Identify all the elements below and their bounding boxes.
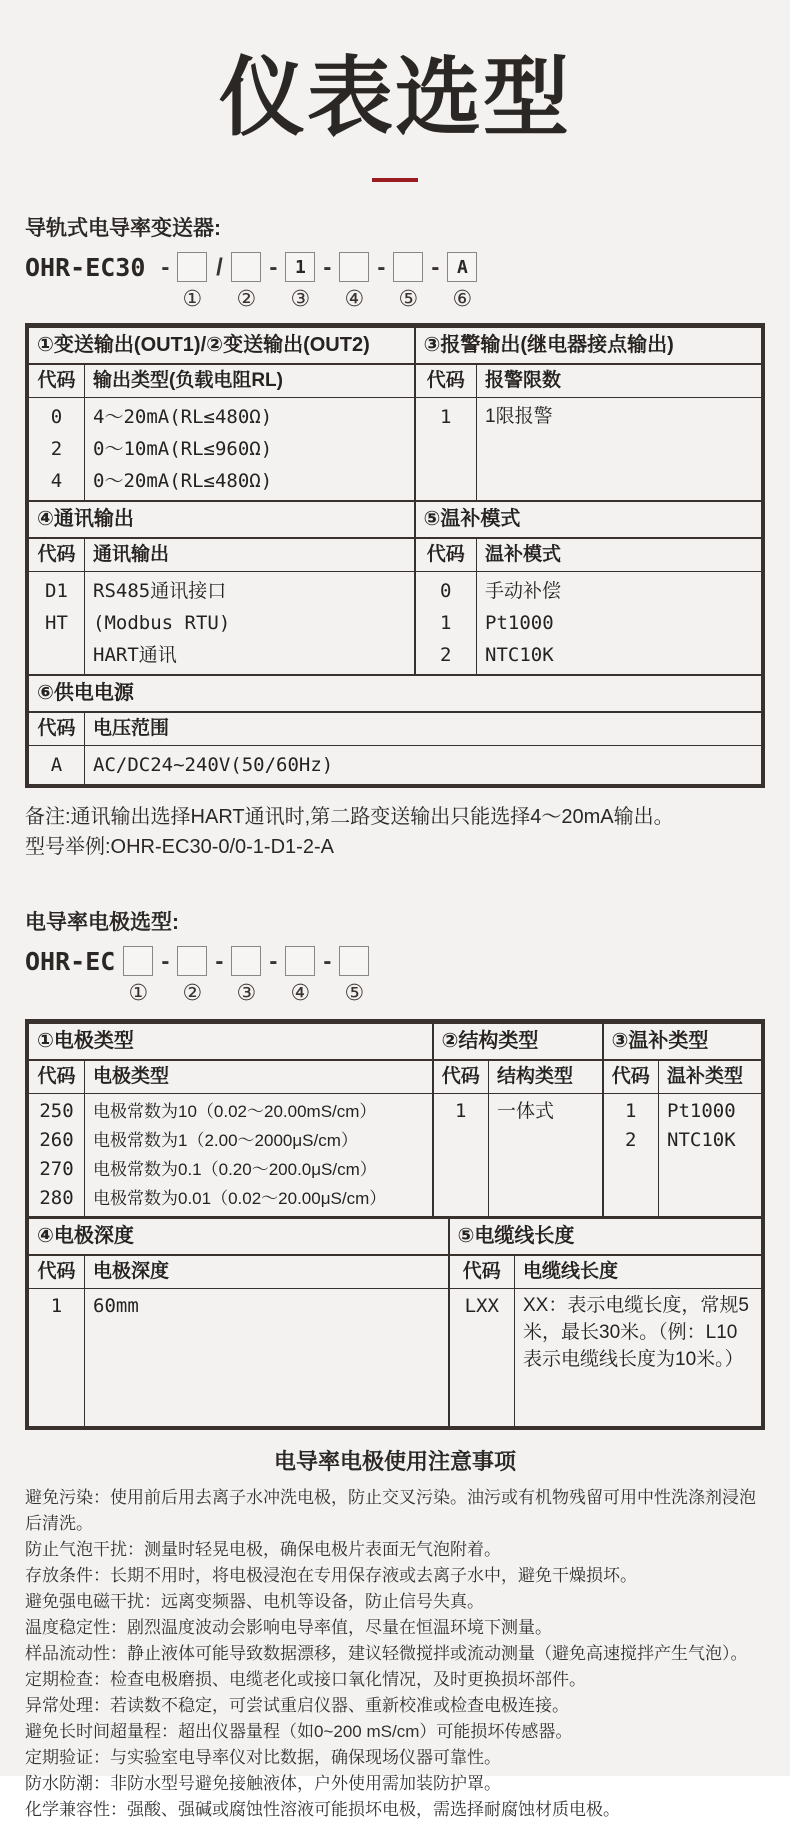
col-header: 温补模式 <box>477 538 762 572</box>
code-cell <box>415 572 477 676</box>
section-row-comm-temp <box>29 501 762 538</box>
transmitter-selection-table <box>25 323 765 788</box>
code-value: HT <box>45 612 68 634</box>
desc-cell <box>85 572 415 676</box>
code-value: LXX <box>464 1295 499 1317</box>
desc-value: 一体式 <box>497 1101 555 1122</box>
code-cell <box>415 398 477 502</box>
desc-value: NTC10K <box>485 644 554 666</box>
code-segment <box>447 252 477 311</box>
data-row <box>29 572 762 676</box>
code-box-2 <box>177 946 207 976</box>
section-title: ①变送输出(OUT1)/②变送输出(OUT2) <box>29 327 415 364</box>
section-row-outputs <box>29 327 762 364</box>
col-header: 通讯输出 <box>85 538 415 572</box>
code-segment <box>285 252 315 311</box>
section-row-depth-cable <box>29 1218 762 1255</box>
desc-cell <box>85 398 415 502</box>
col-header: 代码 <box>29 712 85 746</box>
code-separator: - <box>161 948 170 975</box>
code-value: 260 <box>39 1129 74 1151</box>
note-item: 定期验证：与实验室电导率仪对比数据，确保现场仪器可靠性。 <box>25 1748 501 1767</box>
code-box-1 <box>123 946 153 976</box>
subheader-row <box>29 538 762 572</box>
note-item: 存放条件：长期不用时，将电极浸泡在专用保存液或去离子水中，避免干燥损坏。 <box>25 1566 637 1585</box>
code-cell <box>29 746 85 785</box>
code-segment <box>231 946 261 1005</box>
code-box-3: 1 <box>285 252 315 282</box>
subheader-row <box>29 712 762 746</box>
red-divider <box>372 178 418 182</box>
code-value: 2 <box>625 1129 637 1151</box>
note-item: 温度稳定性：剧烈温度波动会影响电导率值，尽量在恒温环境下测量。 <box>25 1618 552 1637</box>
desc-cell <box>477 398 762 502</box>
model-prefix: OHR-EC <box>25 947 116 976</box>
desc-value: 电极常数为10（0.02～20.00mS/cm） <box>93 1102 377 1121</box>
code-value: 250 <box>39 1100 74 1122</box>
code-cell <box>603 1094 659 1217</box>
code-value: 0 <box>440 580 452 602</box>
desc-value: AC/DC24~240V(50/60Hz) <box>93 754 334 776</box>
data-row <box>29 1094 762 1217</box>
model-example-line: 型号举例:OHR-EC30-0/0-1-D1-2-A <box>25 836 334 858</box>
col-header: 代码 <box>29 1255 85 1289</box>
code-segment <box>177 252 207 311</box>
desc-cell: XX：表示电缆长度，常规5米，最长30米。（例：L10表示电缆线长度为10米。） <box>515 1289 762 1427</box>
section-title: ①电极类型 <box>29 1023 433 1060</box>
col-header: 代码 <box>415 538 477 572</box>
desc-value: 手动补偿 <box>485 580 562 602</box>
col-header: 电极类型 <box>85 1060 433 1094</box>
code-segment <box>285 946 315 1005</box>
desc-value: HART通讯 <box>93 644 177 666</box>
code-box-1 <box>177 252 207 282</box>
code-segment <box>123 946 153 1005</box>
code-value: 1 <box>625 1100 637 1122</box>
code-box-4 <box>285 946 315 976</box>
circled-number-5: ⑤ <box>398 286 419 311</box>
subheader-row <box>29 364 762 398</box>
circled-number-3: ③ <box>236 980 257 1005</box>
desc-cell <box>477 572 762 676</box>
desc-value: 电极常数为0.1（0.20～200.0μS/cm） <box>93 1160 377 1179</box>
note-item: 防止气泡干扰：测量时轻晃电极，确保电极片表面无气泡附着。 <box>25 1540 501 1559</box>
section-title: ④电极深度 <box>29 1218 449 1255</box>
col-header: 代码 <box>29 538 85 572</box>
code-box-6: A <box>447 252 477 282</box>
desc-value: 电极常数为1（2.00～2000μS/cm） <box>93 1131 358 1150</box>
desc-value: 0～20mA(RL≤480Ω) <box>93 470 273 492</box>
code-value: 2 <box>50 438 63 460</box>
note-item: 避免长时间超量程：超出仪器量程（如0~200 mS/cm）可能损坏传感器。 <box>25 1722 573 1741</box>
section-title: ④通讯输出 <box>29 501 415 538</box>
code-value: 270 <box>39 1158 74 1180</box>
electrode-selection-table <box>25 1019 765 1430</box>
desc-value: 电极常数为0.01（0.02～20.00μS/cm） <box>93 1189 387 1208</box>
code-box-5 <box>339 946 369 976</box>
electrode-heading: 电导率电极选型: <box>25 911 179 934</box>
remark-block <box>25 802 765 862</box>
code-separator: - <box>431 254 440 281</box>
col-header: 结构类型 <box>489 1060 603 1094</box>
desc-value: RS485通讯接口 <box>93 580 227 602</box>
section-row-power <box>29 675 762 712</box>
code-segment <box>231 252 261 311</box>
code-separator: - <box>269 254 278 281</box>
desc-value: 0～10mA(RL≤960Ω) <box>93 438 273 460</box>
code-box-4 <box>339 252 369 282</box>
section-title: ②结构类型 <box>433 1023 603 1060</box>
subheader-row <box>29 1060 762 1094</box>
code-value: 1 <box>440 612 452 634</box>
code-value: 4 <box>50 470 63 492</box>
code-separator: - <box>161 254 170 281</box>
desc-value: 60mm <box>93 1295 139 1317</box>
code-cell <box>29 1289 85 1427</box>
col-header: 代码 <box>29 364 85 398</box>
note-item: 避免强电磁干扰：远离变频器、电机等设备，防止信号失真。 <box>25 1592 484 1611</box>
circled-number-5: ⑤ <box>344 980 365 1005</box>
section-title: ⑤电缆线长度 <box>449 1218 762 1255</box>
notes-list <box>25 1485 765 1823</box>
desc-cell <box>659 1094 762 1217</box>
section-row-electrode-type <box>29 1023 762 1060</box>
col-header: 电缆线长度 <box>515 1255 762 1289</box>
section-title: ⑤温补模式 <box>415 501 762 538</box>
code-value: 0 <box>50 406 63 428</box>
col-header: 代码 <box>449 1255 515 1289</box>
code-cell <box>433 1094 489 1217</box>
desc-value: (Modbus RTU) <box>93 612 231 634</box>
code-segment <box>339 946 369 1005</box>
col-header: 输出类型(负载电阻RL) <box>85 364 415 398</box>
remark-line: 备注:通讯输出选择HART通讯时,第二路变送输出只能选择4～20mA输出。 <box>25 806 674 828</box>
code-value: 1 <box>50 1295 63 1317</box>
code-box-2 <box>231 252 261 282</box>
code-value: 2 <box>440 644 452 666</box>
circled-number-2: ② <box>236 286 257 311</box>
desc-value: Pt1000 <box>667 1100 736 1122</box>
code-box-3 <box>231 946 261 976</box>
code-value: 280 <box>39 1187 74 1209</box>
section-title: ③报警输出(继电器接点输出) <box>415 327 762 364</box>
transmitter-model-code <box>25 252 765 311</box>
code-cell <box>29 572 85 676</box>
code-segment <box>339 252 369 311</box>
col-header: 电极深度 <box>85 1255 449 1289</box>
code-value: 1 <box>440 406 452 428</box>
col-header: 代码 <box>415 364 477 398</box>
circled-number-6: ⑥ <box>452 286 473 311</box>
section-title: ③温补类型 <box>603 1023 762 1060</box>
desc-cell <box>489 1094 603 1217</box>
code-separator: - <box>323 254 332 281</box>
code-separator: - <box>323 948 332 975</box>
desc-cell <box>85 746 762 785</box>
section-title: ⑥供电电源 <box>29 675 762 712</box>
note-item: 异常处理：若读数不稳定，可尝试重启仪器、重新校准或检查电极连接。 <box>25 1696 569 1715</box>
code-box-5 <box>393 252 423 282</box>
circled-number-4: ④ <box>344 286 365 311</box>
desc-value: 1限报警 <box>485 406 553 427</box>
circled-number-3: ③ <box>290 286 311 311</box>
code-cell <box>449 1289 515 1427</box>
note-item: 防水防潮：非防水型号避免接触液体，户外使用需加装防护罩。 <box>25 1774 501 1793</box>
data-row <box>29 746 762 785</box>
code-separator: - <box>215 948 224 975</box>
note-item: 定期检查：检查电极磨损、电缆老化或接口氧化情况，及时更换损坏部件。 <box>25 1670 586 1689</box>
code-segment <box>177 946 207 1005</box>
code-cell <box>29 1094 85 1217</box>
data-row <box>29 398 762 502</box>
code-value: A <box>50 754 63 776</box>
col-header: 报警限数 <box>477 364 762 398</box>
col-header: 代码 <box>29 1060 85 1094</box>
col-header: 电压范围 <box>85 712 762 746</box>
desc-cell <box>85 1094 433 1217</box>
col-header: 温补类型 <box>659 1060 762 1094</box>
desc-value: Pt1000 <box>485 612 554 634</box>
circled-number-1: ① <box>182 286 203 311</box>
code-value: D1 <box>45 580 68 602</box>
circled-number-4: ④ <box>290 980 311 1005</box>
notes-heading: 电导率电极使用注意事项 <box>273 1449 516 1474</box>
code-value: 1 <box>455 1100 467 1122</box>
col-header: 代码 <box>433 1060 489 1094</box>
subheader-row <box>29 1255 762 1289</box>
data-row <box>29 1289 762 1427</box>
col-header: 代码 <box>603 1060 659 1094</box>
code-separator: / <box>216 254 223 281</box>
desc-value: 4～20mA(RL≤480Ω) <box>93 406 273 428</box>
code-separator: - <box>269 948 278 975</box>
desc-value: NTC10K <box>667 1129 736 1151</box>
note-item: 样品流动性：静止液体可能导致数据漂移，建议轻微搅拌或流动测量（避免高速搅拌产生气泡）。 <box>25 1644 748 1663</box>
desc-cell <box>85 1289 449 1427</box>
code-segment <box>393 252 423 311</box>
circled-number-2: ② <box>182 980 203 1005</box>
page-title: 仪表选型 <box>219 50 571 146</box>
code-separator: - <box>377 254 386 281</box>
transmitter-heading: 导轨式电导率变送器: <box>25 217 221 240</box>
model-prefix: OHR-EC30 <box>25 253 146 282</box>
note-item: 化学兼容性：强酸、强碱或腐蚀性溶液可能损坏电极，需选择耐腐蚀材质电极。 <box>25 1800 620 1819</box>
note-item: 避免污染：使用前后用去离子水冲洗电极，防止交叉污染。油污或有机物残留可用中性洗涤剂浸泡后清洗。 <box>25 1488 756 1533</box>
circled-number-1: ① <box>128 980 149 1005</box>
electrode-model-code <box>25 946 765 1005</box>
code-cell <box>29 398 85 502</box>
